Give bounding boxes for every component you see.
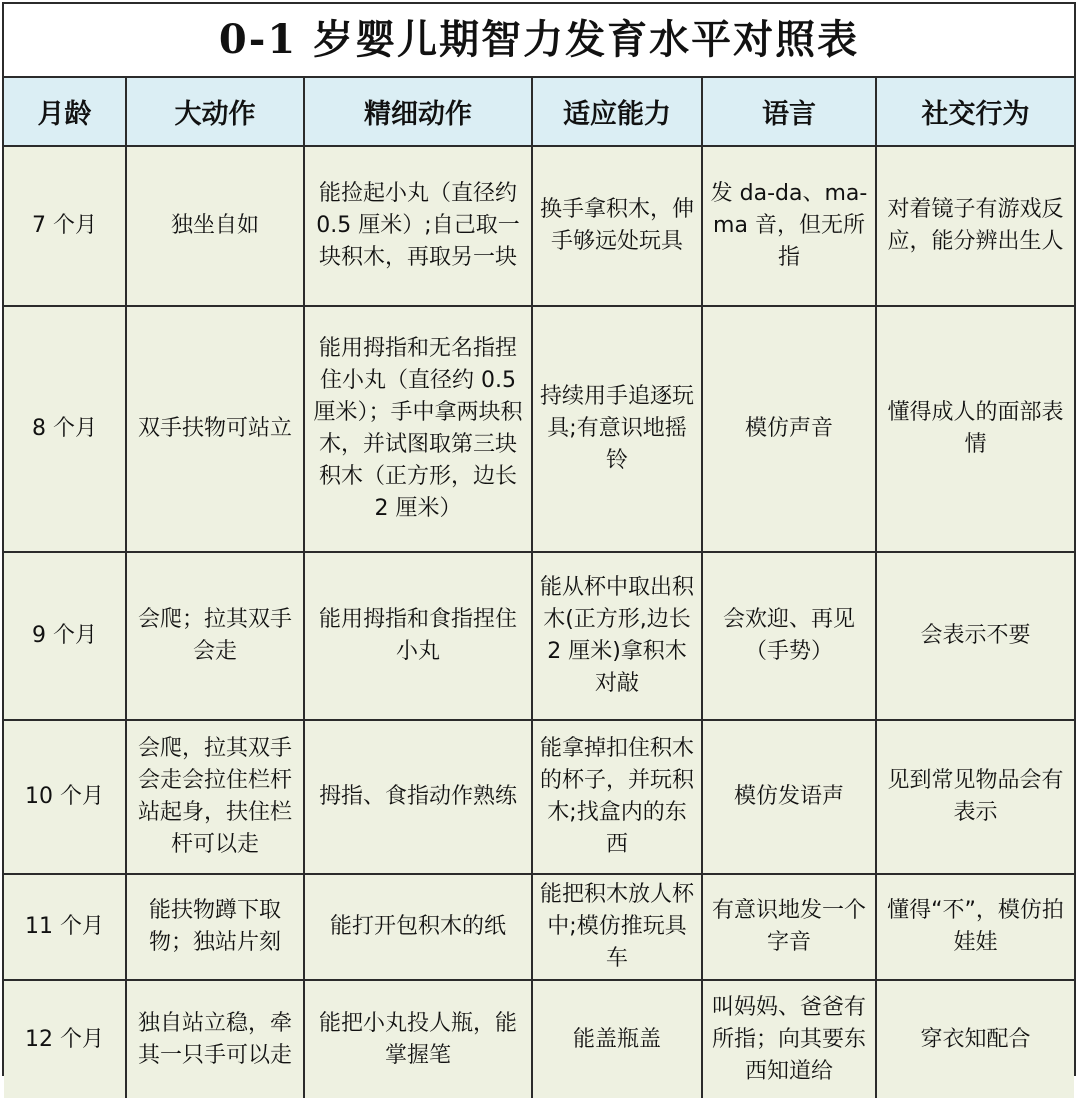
column-header-gross-motor: 大动作: [126, 78, 304, 146]
cell-gross-motor: 独自站立稳，牵其一只手可以走: [126, 980, 304, 1098]
cell-language: 发 da-da、ma-ma 音，但无所指: [702, 146, 876, 306]
cell-fine-motor: 能把小丸投人瓶，能掌握笔: [304, 980, 532, 1098]
cell-social: 对着镜子有游戏反应，能分辨出生人: [876, 146, 1074, 306]
column-header-language: 语言: [702, 78, 876, 146]
cell-social: 懂得成人的面部表情: [876, 306, 1074, 552]
cell-social: 会表示不要: [876, 552, 1074, 720]
column-header-fine-motor: 精细动作: [304, 78, 532, 146]
cell-gross-motor: 双手扶物可站立: [126, 306, 304, 552]
cell-age: 8 个月: [4, 306, 126, 552]
cell-age: 12 个月: [4, 980, 126, 1098]
cell-fine-motor: 能用拇指和无名指捏住小丸（直径约 0.5 厘米）；手中拿两块积木，并试图取第三块积木（正方形，边长 2 厘米）: [304, 306, 532, 552]
cell-language: 模仿声音: [702, 306, 876, 552]
column-header-adaptive: 适应能力: [532, 78, 702, 146]
cell-age: 7 个月: [4, 146, 126, 306]
cell-gross-motor: 会爬；拉其双手会走: [126, 552, 304, 720]
cell-gross-motor: 独坐自如: [126, 146, 304, 306]
cell-adaptive: 能把积木放人杯中;模仿推玩具车: [532, 874, 702, 980]
cell-language: 有意识地发一个字音: [702, 874, 876, 980]
table-row: [4, 306, 1074, 552]
table-row: [4, 552, 1074, 720]
cell-social: 穿衣知配合: [876, 980, 1074, 1098]
table-row: [4, 980, 1074, 1098]
cell-age: 11 个月: [4, 874, 126, 980]
development-table: [4, 78, 1074, 1098]
page-title: 0-1 岁婴儿期智力发育水平对照表: [4, 4, 1074, 78]
table-row: [4, 874, 1074, 980]
cell-adaptive: 能从杯中取出积木(正方形,边长 2 厘米)拿积木对敲: [532, 552, 702, 720]
cell-adaptive: 换手拿积木，伸手够远处玩具: [532, 146, 702, 306]
cell-language: 叫妈妈、爸爸有所指；向其要东西知道给: [702, 980, 876, 1098]
cell-language: 会欢迎、再见（手势）: [702, 552, 876, 720]
cell-social: 懂得“不”，模仿拍娃娃: [876, 874, 1074, 980]
cell-language: 模仿发语声: [702, 720, 876, 874]
cell-age: 9 个月: [4, 552, 126, 720]
cell-fine-motor: 拇指、食指动作熟练: [304, 720, 532, 874]
cell-fine-motor: 能捡起小丸（直径约 0.5 厘米）;自己取一块积木，再取另一块: [304, 146, 532, 306]
cell-gross-motor: 能扶物蹲下取物；独站片刻: [126, 874, 304, 980]
column-header-age: 月龄: [4, 78, 126, 146]
cell-gross-motor: 会爬，拉其双手会走会拉住栏杆站起身，扶住栏杆可以走: [126, 720, 304, 874]
cell-social: 见到常见物品会有表示: [876, 720, 1074, 874]
cell-adaptive: 持续用手追逐玩具;有意识地摇铃: [532, 306, 702, 552]
table-row: [4, 146, 1074, 306]
column-header-social: 社交行为: [876, 78, 1074, 146]
cell-adaptive: 能拿掉扣住积木的杯子，并玩积木;找盒内的东西: [532, 720, 702, 874]
table-row: [4, 720, 1074, 874]
cell-fine-motor: 能用拇指和食指捏住小丸: [304, 552, 532, 720]
cell-age: 10 个月: [4, 720, 126, 874]
chart-frame: [2, 2, 1076, 1084]
cell-adaptive: 能盖瓶盖: [532, 980, 702, 1098]
cell-fine-motor: 能打开包积木的纸: [304, 874, 532, 980]
header-row: [4, 78, 1074, 146]
